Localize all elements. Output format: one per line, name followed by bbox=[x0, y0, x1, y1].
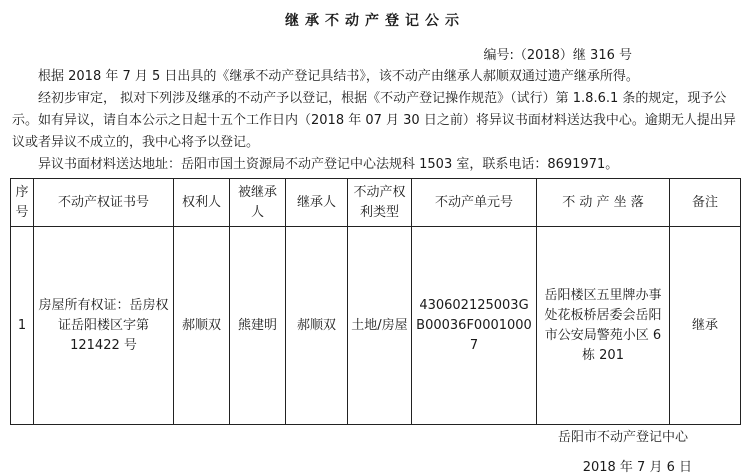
header-heir: 继承人 bbox=[286, 179, 348, 227]
header-remark: 备注 bbox=[670, 179, 741, 227]
cell-cert: 房屋所有权证：岳房权证岳阳楼区字第 121422 号 bbox=[34, 227, 174, 425]
header-cert: 不动产权证书号 bbox=[34, 179, 174, 227]
paragraph-review: 经初步审定， 拟对下列涉及继承的不动产予以登记，根据《不动产登记操作规范》（试行）第 1.8.6.1 条的规定，现予公示。如有异议，请自本公示之日起十五个工作日内（2018 年 07 月 30 日之前）将异议书面材料送达我中心。逾期无人提出异议或者异议不成立的，我中心将予以登记。 bbox=[12, 91, 736, 150]
issue-date: 2018 年 7 月 6 日 bbox=[582, 460, 692, 475]
table-header-row bbox=[11, 179, 741, 227]
cell-holder: 郝顺双 bbox=[174, 227, 230, 425]
header-decedent: 被继承人 bbox=[230, 179, 286, 227]
cell-no: 1 bbox=[11, 227, 34, 425]
cell-right-type: 土地/房屋 bbox=[348, 227, 412, 425]
header-location: 不 动 产 坐 落 bbox=[537, 179, 670, 227]
paragraph-address: 异议书面材料送达地址：岳阳市国土资源局不动产登记中心法规科 1503 室，联系电话：8691971。 bbox=[38, 157, 619, 172]
header-unit-no: 不动产单元号 bbox=[412, 179, 537, 227]
header-right-type: 不动产权利类型 bbox=[348, 179, 412, 227]
table-row bbox=[11, 227, 741, 425]
document-title: 继承不动产登记公示 bbox=[285, 13, 465, 29]
serial-number: 编号:（2018）继 316 号 bbox=[483, 48, 632, 63]
header-no: 序号 bbox=[11, 179, 34, 227]
registration-table bbox=[10, 178, 741, 425]
header-holder: 权利人 bbox=[174, 179, 230, 227]
issuer-signature: 岳阳市不动产登记中心 bbox=[557, 430, 688, 445]
cell-unit-no: 430602125003GB00036F00010007 bbox=[412, 227, 537, 425]
paragraph-basis: 根据 2018 年 7 月 5 日出具的《继承不动产登记具结书》，该不动产由继承人郝顺双通过遗产继承所得。 bbox=[38, 69, 639, 84]
cell-heir: 郝顺双 bbox=[286, 227, 348, 425]
cell-location: 岳阳楼区五里牌办事处花板桥居委会岳阳市公安局警苑小区 6 栋 201 bbox=[537, 227, 670, 425]
cell-remark: 继承 bbox=[670, 227, 741, 425]
cell-decedent: 熊建明 bbox=[230, 227, 286, 425]
